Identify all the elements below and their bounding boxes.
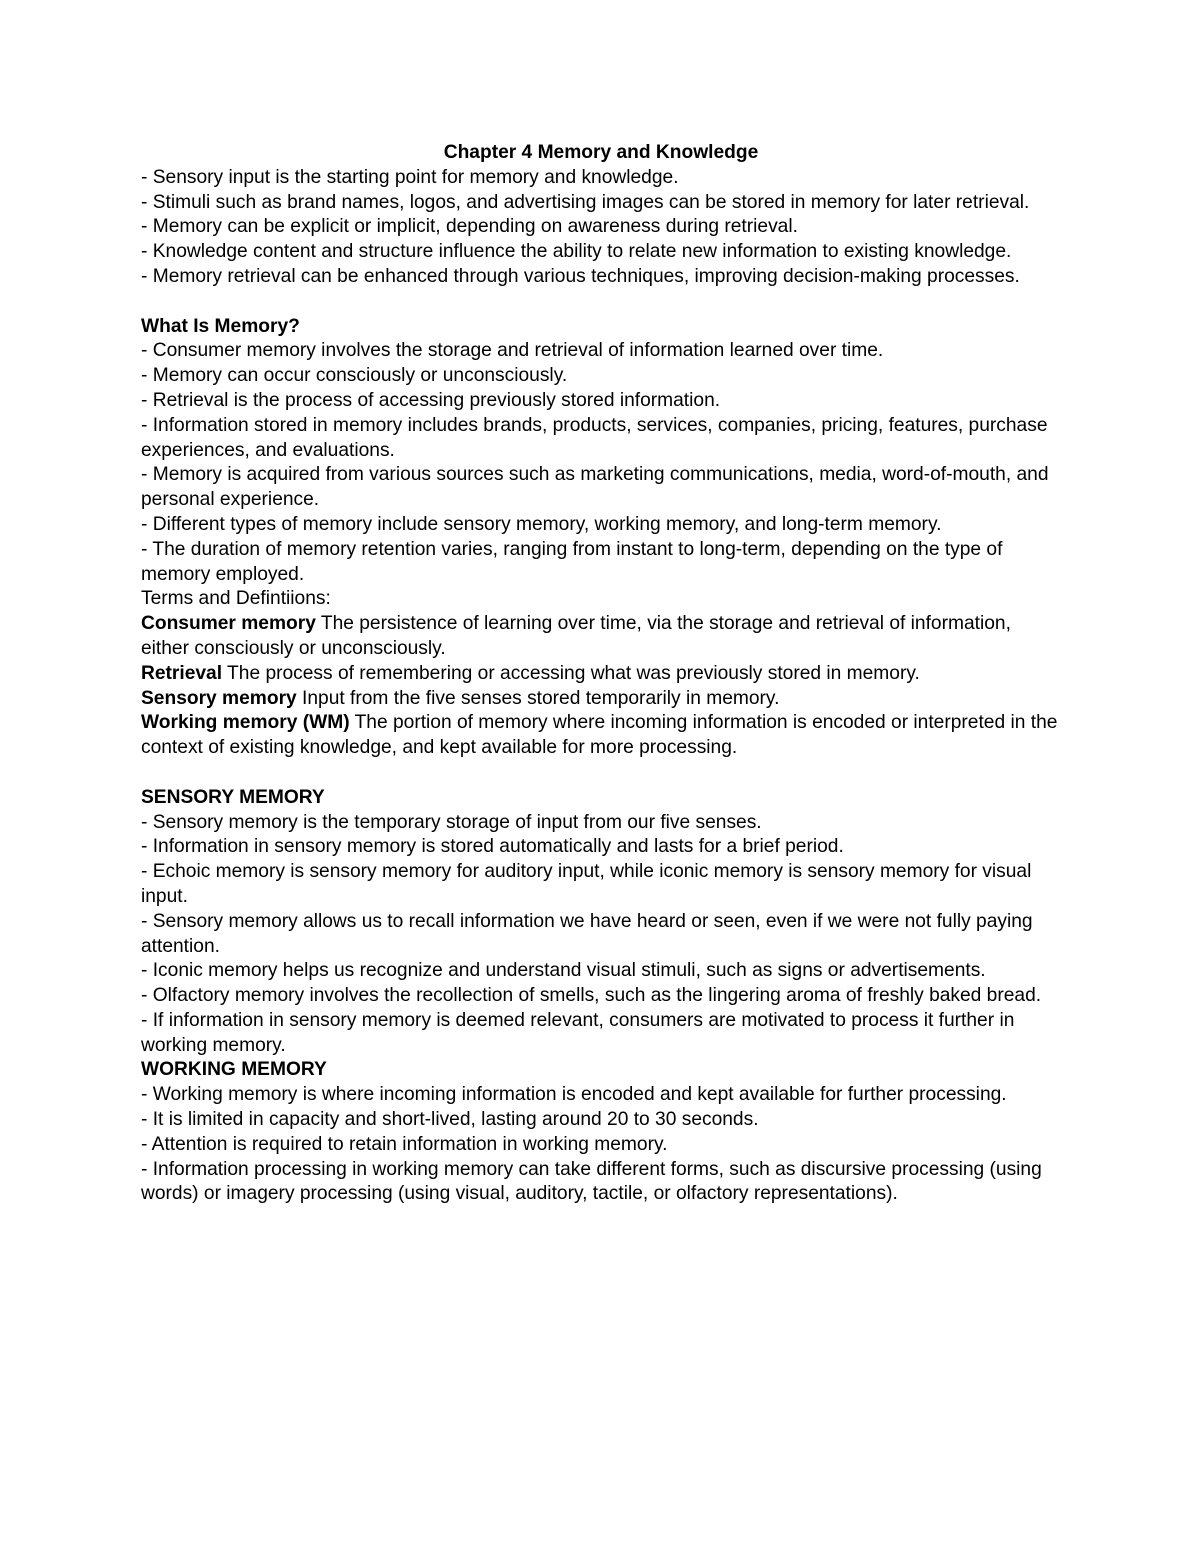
list-item: - Information stored in memory includes brands, products, services, companies, pricing, features, purchase experiences, and evaluations. xyxy=(141,414,1048,461)
section-spacer xyxy=(141,290,1061,315)
intro-bullet: - Stimuli such as brand names, logos, and advertising images can be stored in memory for later retrieval. xyxy=(141,191,1030,213)
intro-bullet: - Memory retrieval can be enhanced through various techniques, improving decision-making processes. xyxy=(141,265,1020,287)
term-definition xyxy=(141,612,1061,662)
list-item: - It is limited in capacity and short-lived, lasting around 20 to 30 seconds. xyxy=(141,1109,759,1131)
term-text: The persistence of learning over time, via the storage and retrieval of information, either consciously or unconsciously. xyxy=(141,613,1011,659)
list-item: - If information in sensory memory is deemed relevant, consumers are motivated to process it further in working memory. xyxy=(141,1009,1015,1056)
term-definition xyxy=(141,662,1061,687)
list-item: - Olfactory memory involves the recollection of smells, such as the lingering aroma of freshly baked bread. xyxy=(141,985,1042,1007)
section-heading: What Is Memory? xyxy=(141,315,300,337)
term-text: The process of remembering or accessing what was previously stored in memory. xyxy=(222,662,920,684)
term-definition xyxy=(141,687,1061,712)
section-heading: SENSORY MEMORY xyxy=(141,786,325,808)
list-item: - Different types of memory include sensory memory, working memory, and long-term memory. xyxy=(141,513,942,535)
list-item: - Sensory memory allows us to recall information we have heard or seen, even if we were not fully paying attention. xyxy=(141,910,1033,957)
list-item: - Echoic memory is sensory memory for auditory input, while iconic memory is sensory memory for visual input. xyxy=(141,861,1032,907)
list-item: - Attention is required to retain information in working memory. xyxy=(141,1133,668,1155)
list-item: - The duration of memory retention varies, ranging from instant to long-term, depending on the type of memory employed. xyxy=(141,538,1003,585)
intro-bullet: - Knowledge content and structure influence the ability to relate new information to existing knowledge. xyxy=(141,241,1012,263)
intro-section xyxy=(141,166,1061,290)
list-item: - Memory is acquired from various sources such as marketing communications, media, word-of-mouth, and personal experience. xyxy=(141,464,1049,511)
page-title: Chapter 4 Memory and Knowledge xyxy=(443,142,759,163)
intro-bullet: - Memory can be explicit or implicit, depending on awareness during retrieval. xyxy=(141,216,798,238)
terms-label: Terms and Defintiions: xyxy=(141,588,331,610)
section-spacer xyxy=(141,761,1061,786)
list-item: - Sensory memory is the temporary storage of input from our five senses. xyxy=(141,811,762,833)
term-name: Consumer memory xyxy=(141,613,316,635)
document-page xyxy=(141,141,1061,1207)
term-name: Working memory (WM) xyxy=(141,712,350,734)
list-item: - Information in sensory memory is stored automatically and lasts for a brief period. xyxy=(141,836,844,858)
intro-bullet: - Sensory input is the starting point for memory and knowledge. xyxy=(141,166,679,188)
list-item: - Iconic memory helps us recognize and understand visual stimuli, such as signs or advertisements. xyxy=(141,960,986,982)
working-memory-section xyxy=(141,1058,1061,1207)
term-name: Sensory memory xyxy=(141,687,297,709)
sensory-memory-section xyxy=(141,786,1061,1059)
list-item: - Memory can occur consciously or unconsciously. xyxy=(141,365,568,387)
term-text: The portion of memory where incoming information is encoded or interpreted in the context of existing knowledge, and kept available for more processing. xyxy=(141,712,1058,759)
term-text: Input from the five senses stored temporarily in memory. xyxy=(296,687,780,709)
term-name: Retrieval xyxy=(141,662,223,684)
list-item: - Information processing in working memory can take different forms, such as discursive processing (using words) or imagery processing (using visual, auditory, tactile, or olfactory representations). xyxy=(141,1158,1042,1205)
list-item: - Retrieval is the process of accessing previously stored information. xyxy=(141,389,721,411)
term-definition xyxy=(141,711,1061,761)
section-heading: WORKING MEMORY xyxy=(141,1059,327,1081)
list-item: - Consumer memory involves the storage and retrieval of information learned over time. xyxy=(141,340,884,362)
list-item: - Working memory is where incoming information is encoded and kept available for further processing. xyxy=(141,1084,1007,1106)
what-is-memory-section xyxy=(141,315,1061,761)
